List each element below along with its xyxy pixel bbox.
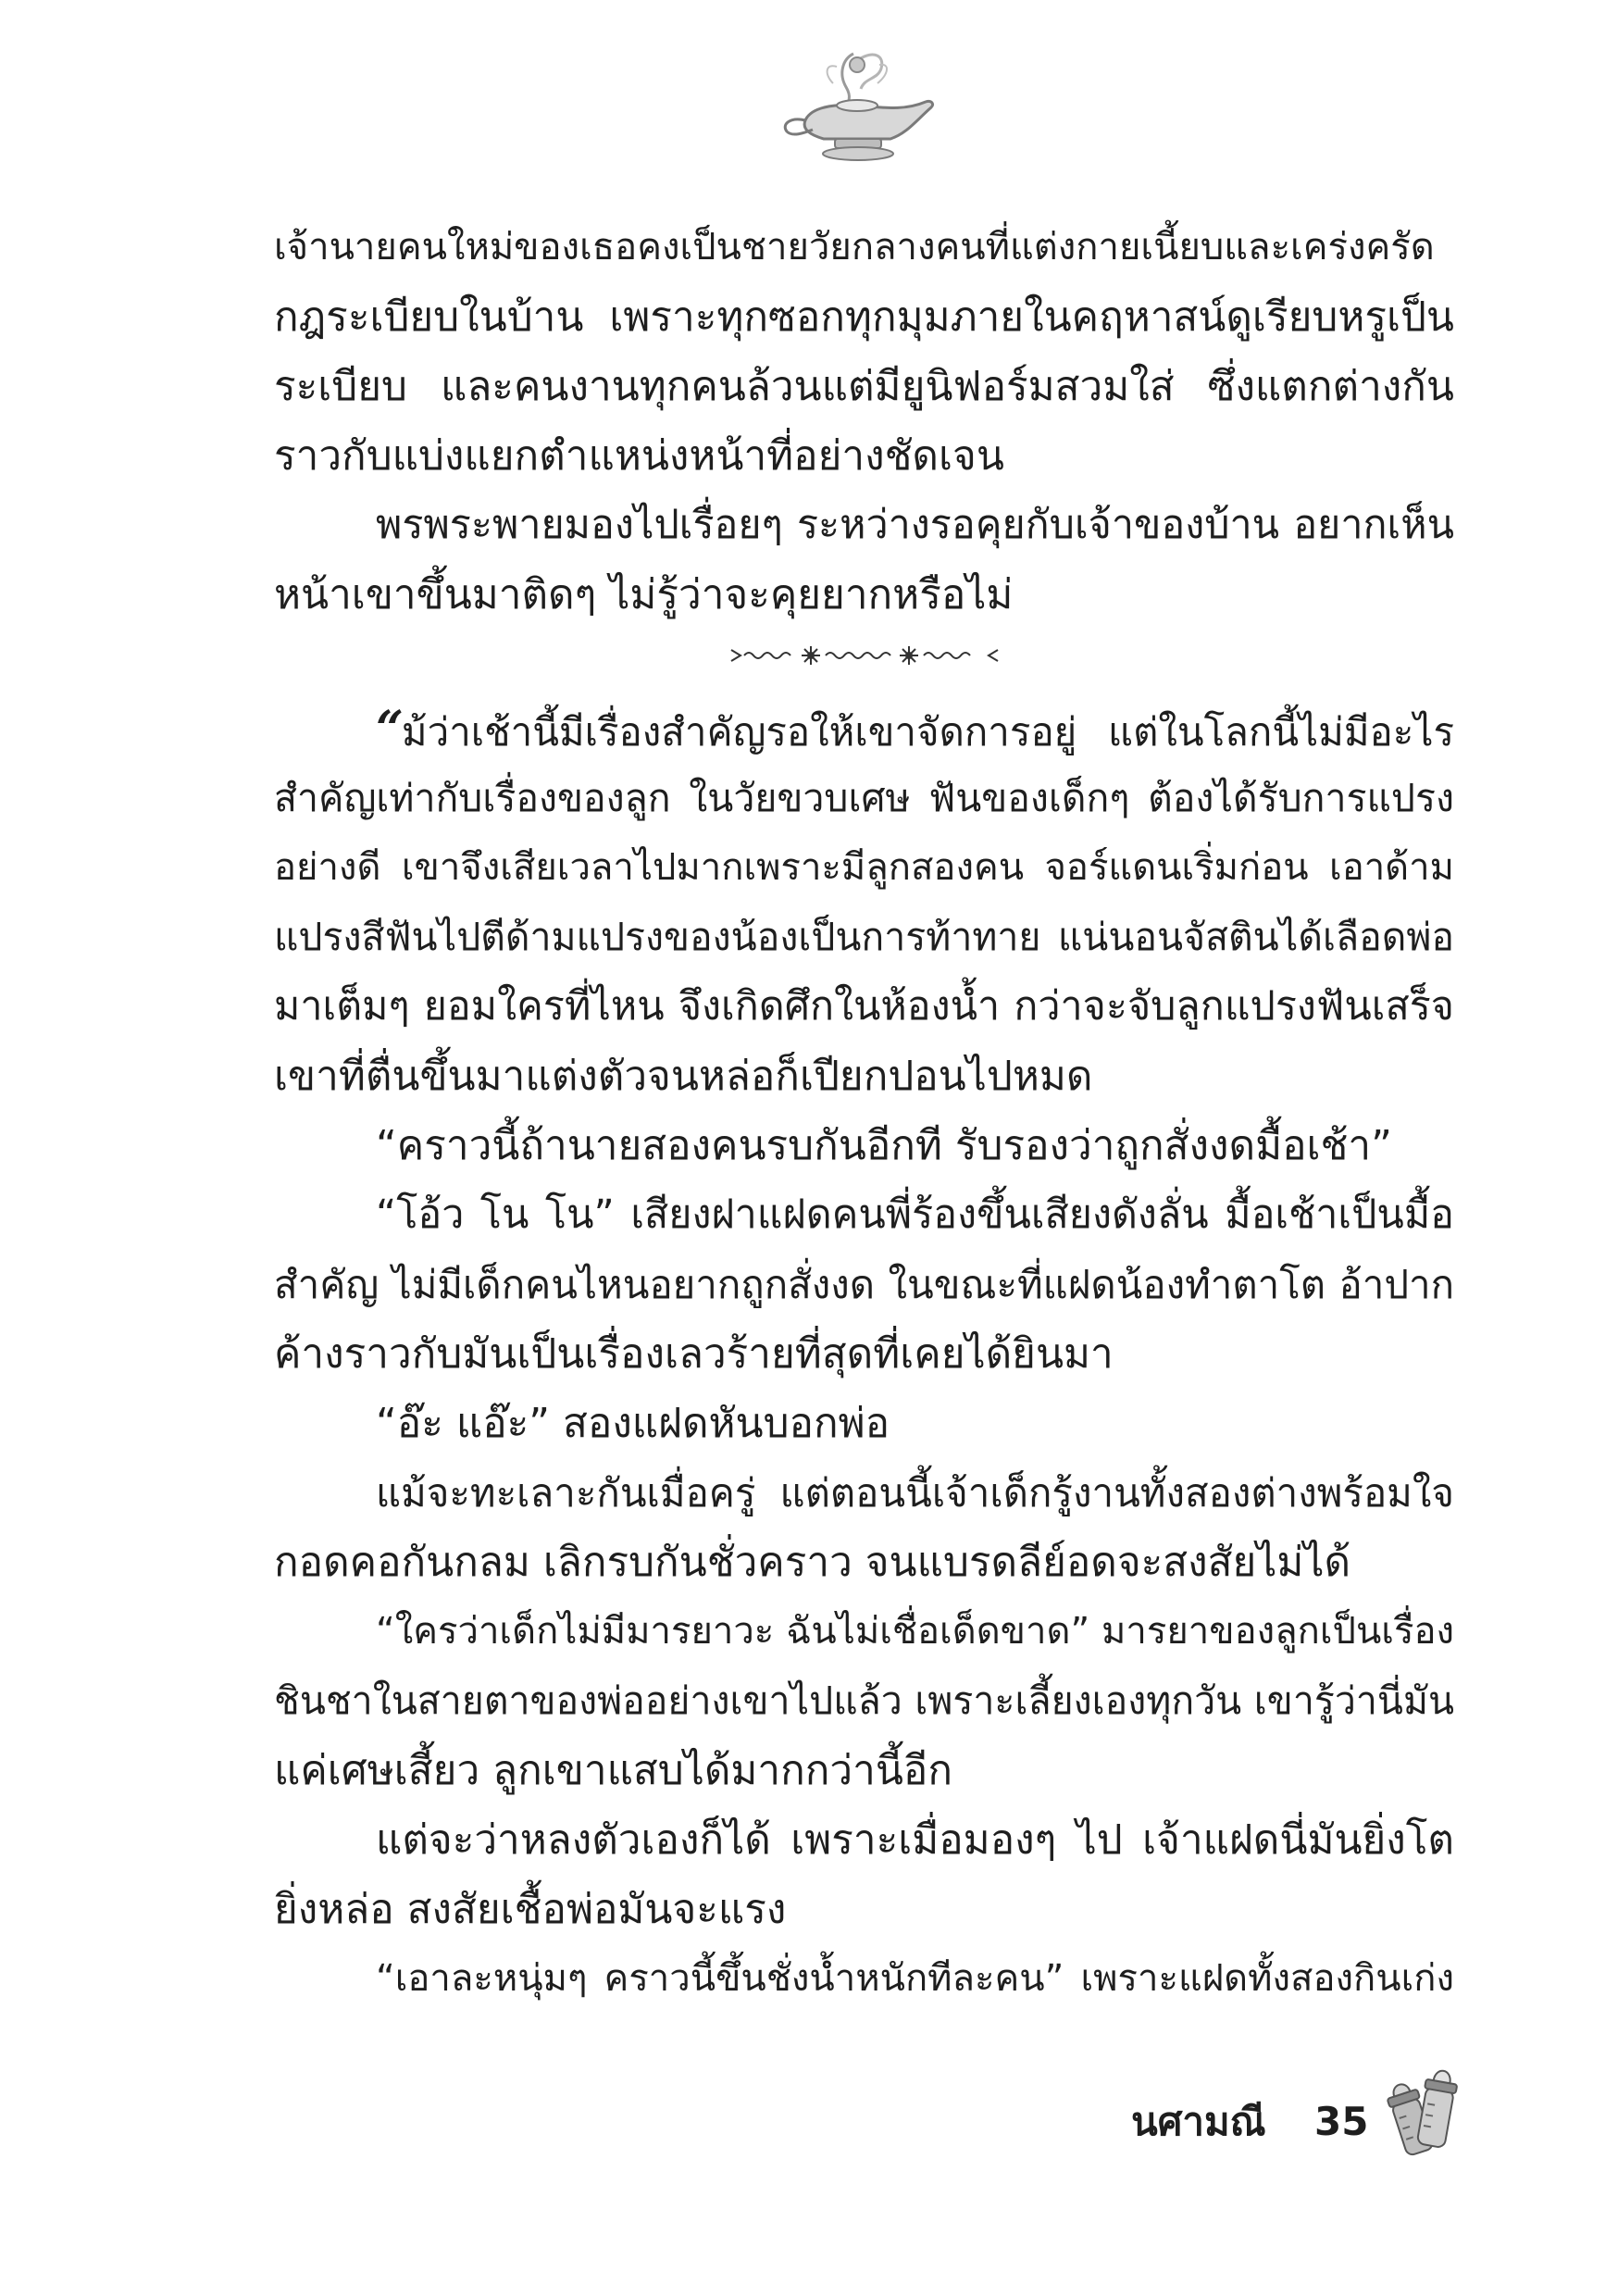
text-line: หน้าเขาขึ้นมาติดๆ ไม่รู้ว่าจะคุยยากหรือไม่ bbox=[274, 571, 1014, 618]
page-number: 35 bbox=[1314, 2099, 1369, 2144]
book-title: นศามณี bbox=[1131, 2099, 1266, 2144]
text-line: ชินชาในสายตาของพ่ออย่างเขาไปแล้ว เพราะเลี้ยงเองทุกวัน เขารู้ว่านี่มัน bbox=[274, 1678, 1454, 1723]
text-line: สำคัญ ไม่มีเด็กคนไหนอยากถูกสั่งงด ในขณะที่แฝดน้องทำตาโต อ้าปาก bbox=[274, 1262, 1454, 1307]
text-line: มาเต็มๆ ยอมใครที่ไหน จึงเกิดศึกในห้องน้ำ กว่าจะจับลูกแปรงฟันเสร็จ bbox=[274, 983, 1454, 1029]
text-line: แต่จะว่าหลงตัวเองก็ได้ เพราะเมื่อมองๆ ไป เจ้าแฝดนี่มันยิ่งโต bbox=[376, 1816, 1454, 1864]
text-line: ระเบียบ และคนงานทุกคนล้วนแต่มียูนิฟอร์มสวมใส่ ซึ่งแตกต่างกัน bbox=[274, 363, 1454, 410]
text-line: อย่างดี เขาจึงเสียเวลาไปมากเพราะมีลูกสองคน จอร์แดนเริ่มก่อน เอาด้าม bbox=[274, 846, 1454, 889]
text-line bbox=[274, 694, 1454, 764]
text-line: “ใครว่าเด็กไม่มีมารยาวะ ฉันไม่เชื่อเด็ดขาด” มารยาของลูกเป็นเรื่อง bbox=[376, 1610, 1454, 1653]
text-line: ยิ่งหล่อ สงสัยเชื้อพ่อมันจะแรง bbox=[274, 1886, 787, 1933]
text-line: สำคัญเท่ากับเรื่องของลูก ในวัยขวบเศษ ฟันของเด็กๆ ต้องได้รับการแปรง bbox=[274, 776, 1454, 820]
wavy-divider-icon bbox=[728, 637, 1005, 674]
baby-bottles-icon bbox=[1384, 2055, 1458, 2166]
text-line: “เอาละหนุ่มๆ คราวนี้ขึ้นชั่งน้ำหนักทีละคน” เพราะแฝดทั้งสองกินเก่ง bbox=[376, 1957, 1454, 2000]
text-line: แปรงสีฟันไปตีด้ามแปรงของน้องเป็นการท้าทาย แน่นอนจัสตินได้เลือดพ่อ bbox=[274, 915, 1454, 959]
text-line: แม้จะทะเลาะกันเมื่อครู่ แต่ตอนนี้เจ้าเด็กรู้งานทั้งสองต่างพร้อมใจ bbox=[376, 1470, 1454, 1516]
drop-quote-mark: “ bbox=[376, 701, 400, 757]
text-line: พรพระพายมองไปเรื่อยๆ ระหว่างรอคุยกับเจ้าของบ้าน อยากเห็น bbox=[376, 502, 1454, 548]
text-line: กฎระเบียบในบ้าน เพราะทุกซอกทุกมุมภายในคฤหาสน์ดูเรียบหรูเป็น bbox=[274, 293, 1454, 341]
text-line-content: ม้ว่าเช้านี้มีเรื่องสำคัญรอให้เขาจัดการอยู่ แต่ในโลกนี้ไม่มีอะไร bbox=[401, 709, 1454, 755]
lamp-fairy-icon bbox=[768, 46, 944, 167]
text-line: ค้างราวกับมันเป็นเรื่องเลวร้ายที่สุดที่เคยได้ยินมา bbox=[274, 1330, 1114, 1378]
text-line: เจ้านายคนใหม่ของเธอคงเป็นชายวัยกลางคนที่แต่งกายเนี้ยบและเคร่งครัด bbox=[274, 226, 1435, 268]
text-line: ราวกับแบ่งแยกตำแหน่งหน้าที่อย่างชัดเจน bbox=[274, 432, 1004, 480]
text-line: “คราวนี้ถ้านายสองคนรบกันอีกที รับรองว่าถูกสั่งงดมื้อเช้า” bbox=[376, 1122, 1392, 1169]
text-line: “อ๊ะ แอ๊ะ” สองแฝดหันบอกพ่อ bbox=[376, 1400, 890, 1447]
text-line: เขาที่ตื่นขึ้นมาแต่งตัวจนหล่อก็เปียกปอนไปหมด bbox=[274, 1053, 1093, 1100]
text-line: แค่เศษเสี้ยว ลูกเขาแสบได้มากกว่านี้อีก bbox=[274, 1747, 952, 1794]
section-break bbox=[274, 630, 1454, 694]
text-line: “โอ้ว โน โน” เสียงฝาแฝดคนพี่ร้องขึ้นเสียงดังลั่น มื้อเช้าเป็นมื้อ bbox=[376, 1192, 1454, 1238]
text-line: กอดคอกันกลม เลิกรบกันชั่วคราว จนแบรดลีย์อดจะสงสัยไม่ได้ bbox=[274, 1539, 1351, 1586]
story-text bbox=[274, 213, 1454, 2014]
